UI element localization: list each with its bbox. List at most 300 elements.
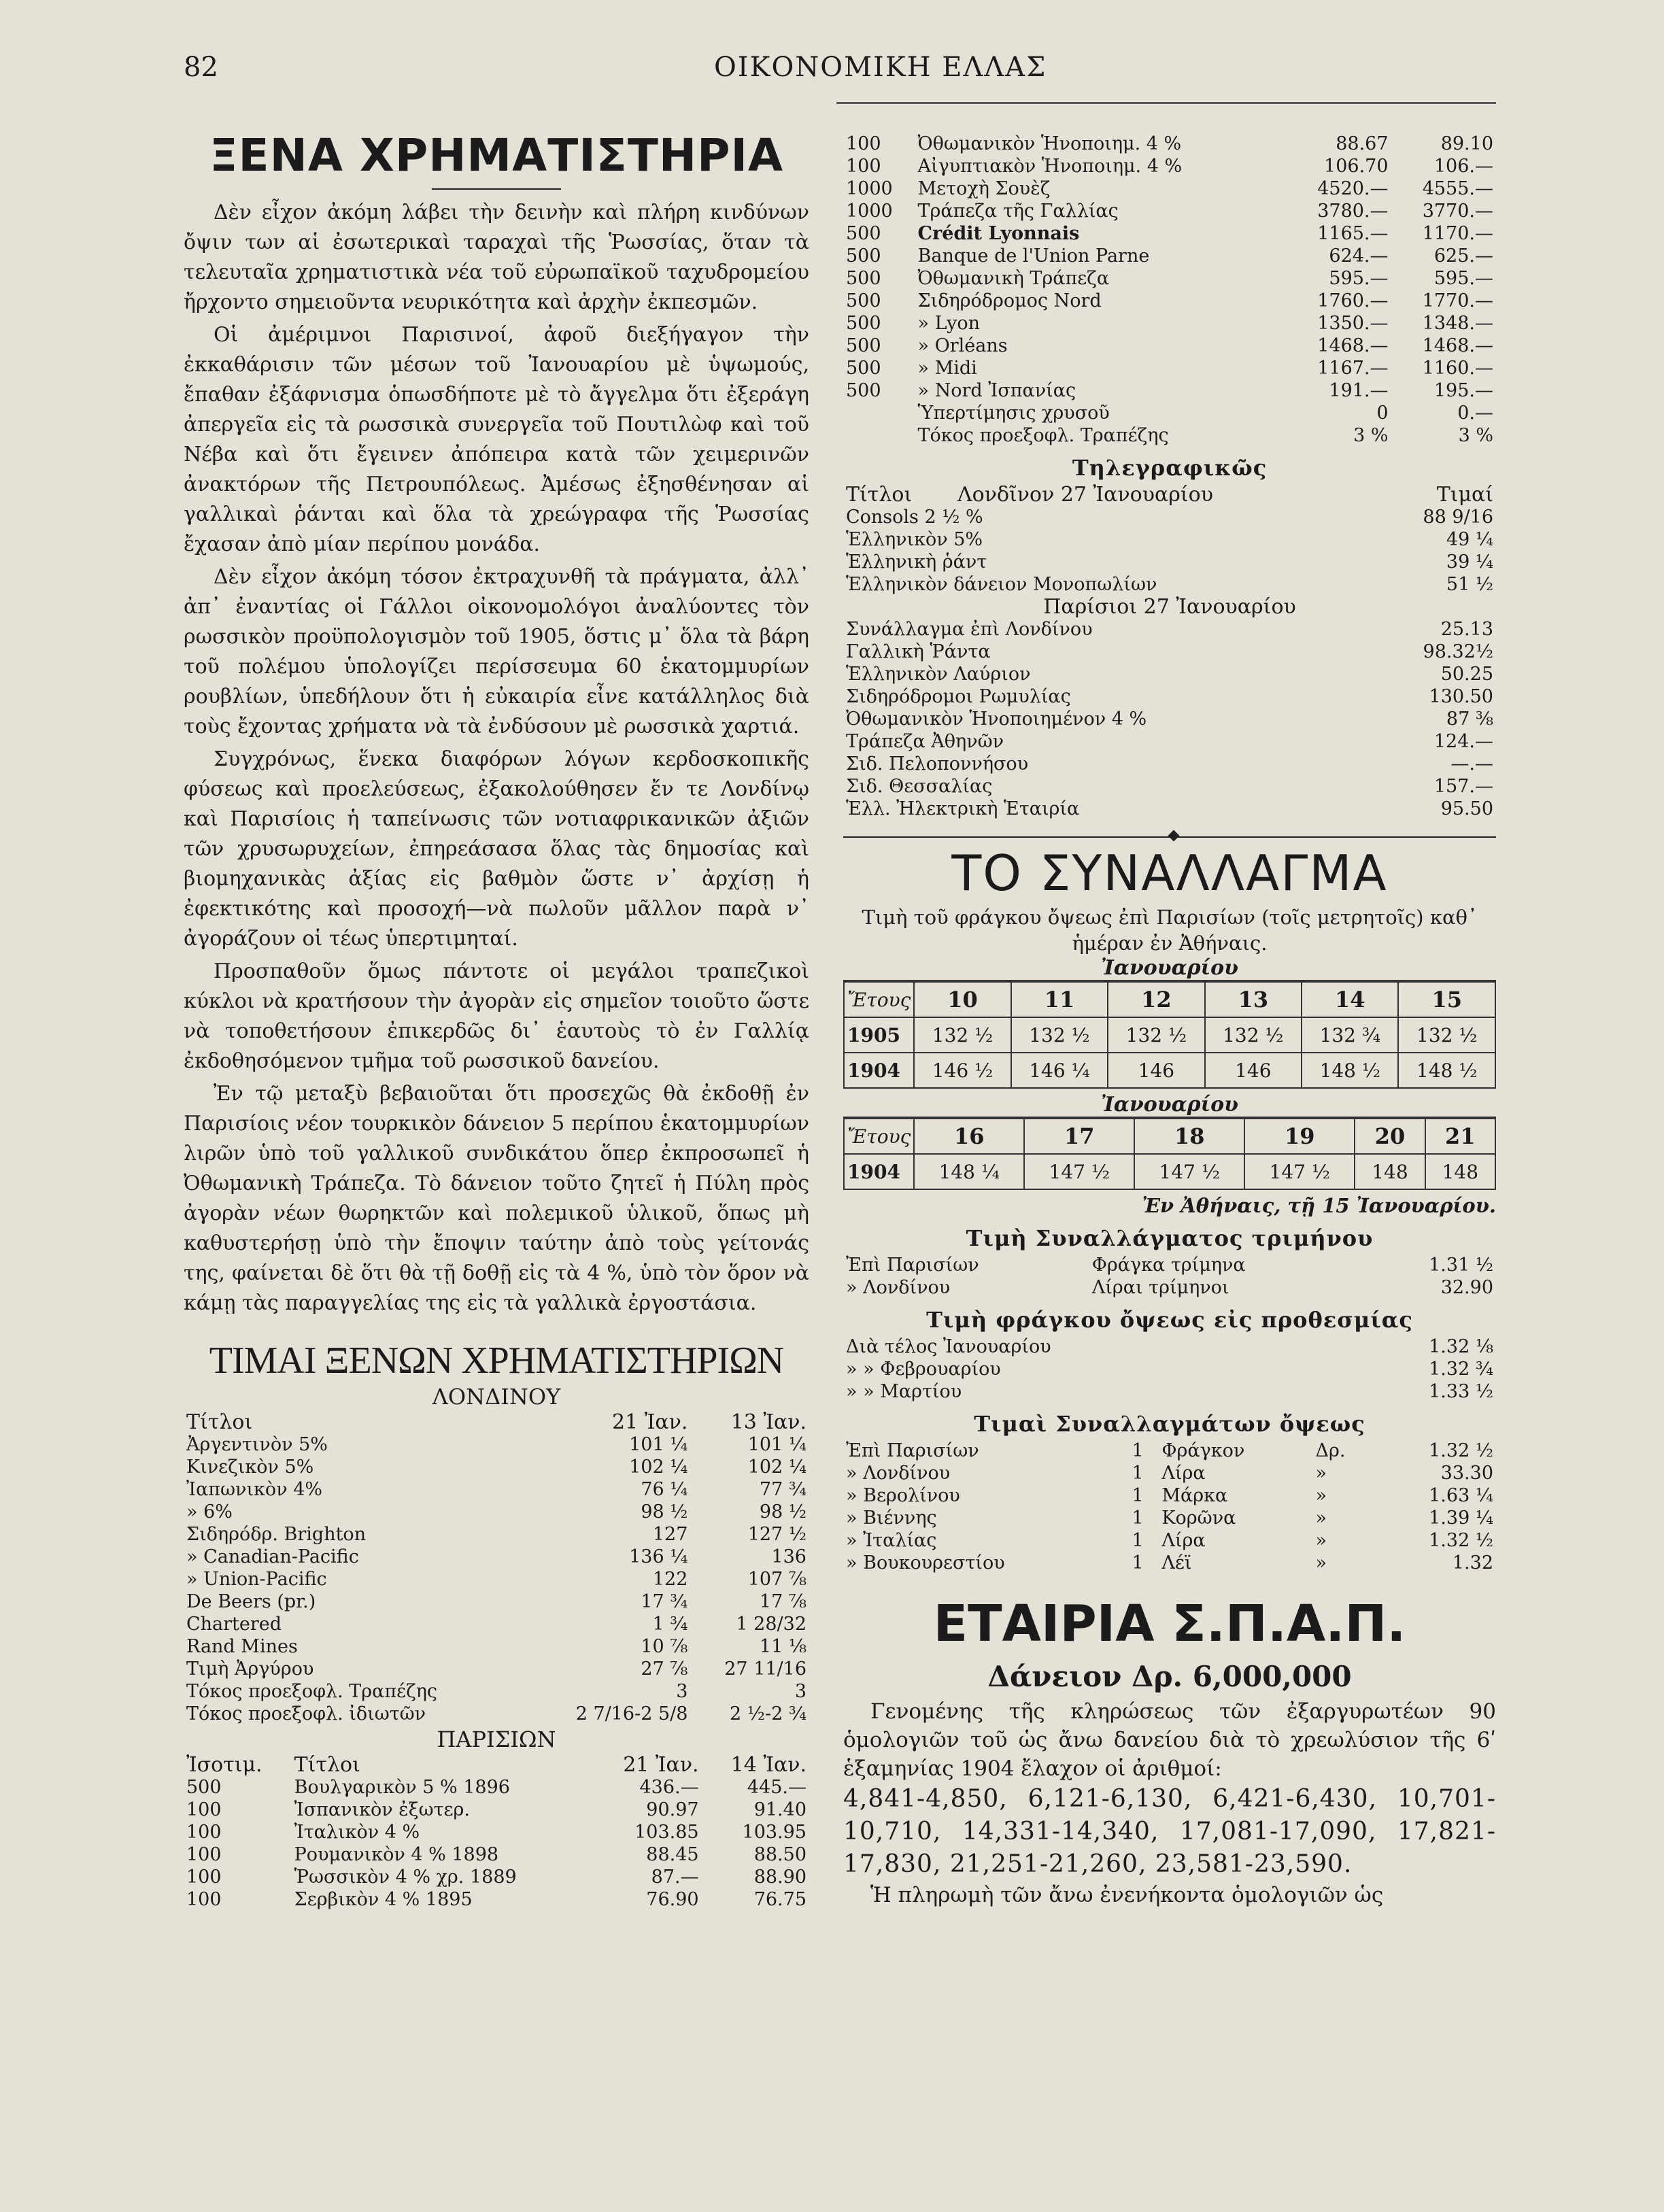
day-cell: 17	[1024, 1119, 1134, 1154]
exchange-header-row	[844, 1119, 1495, 1154]
table-row	[184, 1590, 809, 1613]
currency-cell: Κορῶνα	[1161, 1508, 1236, 1529]
unit-cell: »	[1315, 1552, 1327, 1573]
price-cell: 103.85	[634, 1822, 699, 1843]
price-cell: 10 ⅞	[641, 1636, 688, 1657]
nominal-cell	[843, 402, 915, 424]
price-cell: 90.97	[646, 1799, 699, 1820]
athens-note: Ἐν Ἀθήναις, τῇ 15 Ἰανουαρίου.	[1142, 1194, 1496, 1217]
paris-col-date1: 21 Ἰαν.	[623, 1753, 699, 1777]
place-cell: » Βουκουρεστίου	[846, 1552, 1005, 1573]
day-cell: 18	[1134, 1119, 1244, 1154]
price-cell: 27 11/16	[724, 1658, 806, 1680]
table-row	[843, 357, 1496, 379]
qty-cell: 1	[1132, 1485, 1144, 1506]
paris-col-date2: 14 Ἰαν.	[730, 1753, 806, 1777]
day-cell: 12	[1108, 982, 1204, 1017]
price-cell: 88.45	[646, 1844, 699, 1865]
exchange-subtitle: Τιμὴ τοῦ φράγκου ὄψεως ἐπὶ Παρισίων (τοῖς μετρητοῖς) καθ᾽ ἡμέραν ἐν Ἀθήναις.	[862, 906, 1478, 955]
exchange-title: ΤΟ ΣΥΝΑΛΛΑΓΜΑ	[951, 845, 1388, 902]
year-cell: 1904	[844, 1053, 914, 1088]
unit-cell: »	[1315, 1508, 1327, 1529]
price-cell: 107 ⅞	[747, 1569, 806, 1590]
currency-cell: Λέϊ	[1161, 1552, 1192, 1573]
security-name: Ὀθωμανικὸν Ἡνοποιημένον 4 %	[846, 709, 1147, 730]
header-rule	[836, 102, 1496, 104]
price-cell: 1468.—	[1317, 335, 1389, 356]
left-column	[184, 116, 809, 1911]
table-row	[843, 1552, 1496, 1574]
price-cell: 124.—	[1433, 731, 1493, 752]
table-row	[843, 1529, 1496, 1552]
price-cell: 17 ⅞	[759, 1591, 806, 1612]
table-row	[184, 1568, 809, 1590]
price-cell: 88.90	[753, 1867, 806, 1888]
foreign-exchanges-title: ΞΕΝΑ ΧΡΗΜΑΤΙΣΤΗΡΙΑ	[209, 129, 784, 182]
rate-cell: 148 ½	[1302, 1053, 1398, 1088]
price-cell: 27 ⅞	[641, 1658, 688, 1680]
security-name: Τράπεζα τῆς Γαλλίας	[917, 201, 1119, 222]
article-paragraph: Δὲν εἶχον ἀκόμη τόσον ἐκτραχυνθῆ τὰ πράγματα, ἀλλ᾽ ἀπ᾽ ἐναντίας οἱ Γάλλοι οἰκονομολόγοι ἀναλύοντες τὸν ρωσσικὸν προϋπολογισμὸν τοῦ 1905, ὅστις μ᾽ ὅλα τὰ βάρη τοῦ πολέμου ὑπολογίζει περίσσευμα 60 ἑκατομμυρίων ρουβλίων, ὑπεδήλουν ὅτι ἡ εὐκαιρία εἶνε κατάλληλος διὰ τοὺς ἔχοντας χρήματα νὰ τὰ ἐνδύσουν μὲ ρωσσικὰ χαρτιά.	[184, 565, 809, 738]
table-row	[843, 618, 1496, 641]
price-cell: 76.75	[753, 1889, 806, 1910]
table-row	[843, 641, 1496, 663]
place-cell: » Βερολίνου	[846, 1485, 960, 1506]
price-cell: 87.—	[651, 1867, 699, 1888]
table-row	[843, 290, 1496, 312]
currency-cell: Μάρκα	[1161, 1485, 1228, 1506]
currency-cell: Λίρα	[1161, 1463, 1206, 1484]
price-cell: —.—	[1450, 753, 1493, 775]
price-cell: 1468.—	[1422, 335, 1493, 356]
rate-cell: 132 ½	[1398, 1017, 1495, 1053]
price-cell: 50.25	[1440, 664, 1493, 685]
security-name: » Lyon	[917, 313, 980, 334]
price-cell: 103.95	[742, 1822, 806, 1843]
price-cell: 127 ½	[747, 1524, 806, 1545]
day-cell: 14	[1302, 982, 1398, 1017]
price-cell: 3770.—	[1422, 201, 1493, 222]
telegraphic-london-heading: Λονδῖνον 27 Ἰανουαρίου	[957, 483, 1213, 507]
rate-cell: 132 ½	[1205, 1017, 1302, 1053]
nominal-cell: 100	[186, 1889, 222, 1910]
day-cell: 21	[1425, 1119, 1495, 1154]
table-row	[184, 1456, 809, 1478]
price-cell: 1 28/32	[736, 1614, 806, 1635]
table-row	[184, 1546, 809, 1568]
price-cell: 76 ¼	[641, 1479, 688, 1500]
telegraphic-col-title: Τίτλοι Λονδῖνον 27 Ἰανουαρίου	[846, 483, 1213, 507]
price-cell: 1165.—	[1317, 223, 1389, 244]
security-name: Κινεζικὸν 5%	[186, 1457, 314, 1478]
price-cell: 1760.—	[1317, 290, 1389, 311]
forward-table	[843, 1335, 1496, 1403]
rate-cell: 33.30	[1440, 1463, 1493, 1484]
month-heading-1: Ἰανουαρίου	[843, 956, 1496, 981]
place-cell: » Βιέννης	[846, 1508, 937, 1529]
telegraphic-heading: Τηλεγραφικῶς	[1072, 455, 1268, 481]
rate-cell: 1.63 ¼	[1429, 1485, 1493, 1506]
exchange-row	[844, 1017, 1495, 1053]
security-name: » Midi	[917, 358, 977, 379]
table-row	[843, 551, 1496, 573]
article-paragraph: Ἐν τῷ μεταξὺ βεβαιοῦται ὅτι προσεχῶς θὰ ἐκδοθῇ ἐν Παρισίοις νέον τουρκικὸν δάνειον 5 περίπου ἑκατομμυρίων λιρῶν ὑπὸ τοῦ γαλλικοῦ συνδικάτου ὅπερ ἐκπροσωπεῖ ἡ Ὀθωμανικὴ Τράπεζα. Τὸ δάνειον τοῦτο ζητεῖ ἡ Πύλη πρὸς ἀγορὰν νέων θωρηκτῶν καὶ πολεμικοῦ ὑλικοῦ, ὅπως μὴ καθυστερήσῃ ὑπὸ τὴν ἔποψιν ταύτην ἀπὸ τοὺς γείτονάς της, φαίνεται δὲ ὅτι θὰ τῇ δοθῇ εἰς τὰ 4 %, ὑπὸ τὸν ὅρον νὰ κάμῃ τὰς παραγγελίας της εἰς τὰ γαλλικὰ ἐργοστάσια.	[184, 1082, 809, 1315]
table-row	[843, 267, 1496, 290]
unit-cell: »	[1315, 1485, 1327, 1506]
term-cell: » » Φεβρουαρίου	[846, 1359, 1001, 1380]
rate-cell: 146 ¼	[1011, 1053, 1108, 1088]
nominal-cell: 100	[846, 156, 881, 177]
table-row	[843, 155, 1496, 177]
price-cell: 1770.—	[1422, 290, 1493, 311]
price-cell: 3	[676, 1681, 688, 1702]
security-name: Γαλλικὴ Ῥάντα	[846, 641, 991, 662]
nominal-cell: 100	[846, 133, 881, 154]
price-cell: 39 ¼	[1446, 551, 1493, 573]
security-name: Τράπεζα Ἀθηνῶν	[846, 731, 1004, 752]
table-row	[843, 1358, 1496, 1380]
security-name: Ῥωσσικὸν 4 % χρ. 1889	[294, 1867, 517, 1888]
year-cell: 1904	[844, 1154, 914, 1189]
price-cell: 4555.—	[1422, 178, 1493, 199]
year-label: Ἔτους	[844, 982, 914, 1017]
telegraphic-paris-heading: Παρίσιοι 27 Ἰανουαρίου	[1043, 595, 1296, 619]
title-rule	[432, 188, 561, 190]
paris-col-title: Τίτλοι	[294, 1753, 360, 1777]
price-cell: 0	[1376, 403, 1389, 424]
rate-cell: 1.32 ⅛	[1429, 1336, 1493, 1357]
rate-cell: 1.32 ½	[1429, 1440, 1493, 1461]
london-col-title: Τίτλοι	[186, 1410, 253, 1434]
place-cell: Ἐπὶ Παρισίων	[846, 1255, 979, 1276]
nominal-cell: 1000	[846, 201, 893, 222]
table-row	[843, 1276, 1496, 1299]
table-row	[843, 506, 1496, 528]
security-name: Ἰταλικὸν 4 %	[294, 1822, 420, 1843]
qty-cell: 1	[1132, 1552, 1144, 1573]
security-name: Σιδηρόδρομος Nord	[917, 290, 1102, 311]
price-cell: 130.50	[1429, 686, 1493, 707]
london-prices-table	[184, 1411, 809, 1725]
london-header-row	[184, 1411, 809, 1433]
nominal-cell: 500	[186, 1777, 222, 1798]
rate-cell: 1.31 ½	[1429, 1255, 1493, 1276]
table-row	[843, 312, 1496, 335]
exchange-row	[844, 1154, 1495, 1189]
security-name: Συνάλλαγμα ἐπὶ Λονδίνου	[846, 619, 1093, 640]
security-name: Ἰσπανικὸν ἐξωτερ.	[294, 1799, 470, 1820]
table-row	[843, 663, 1496, 685]
year-cell: 1905	[844, 1017, 914, 1053]
price-cell: 136 ¼	[629, 1546, 688, 1567]
page-header	[184, 48, 1353, 95]
security-name: Ἑλληνικὸν Λαύριον	[846, 664, 1031, 685]
security-name: Σιδηρόδρ. Brighton	[186, 1524, 367, 1545]
exchange-table-2	[843, 1118, 1496, 1190]
rate-cell: 1.32	[1452, 1552, 1493, 1573]
table-row	[843, 730, 1496, 753]
table-row	[843, 1484, 1496, 1507]
price-cell: 2 ½-2 ¾	[730, 1703, 806, 1724]
price-cell: 101 ¼	[629, 1434, 688, 1455]
price-cell: 95.50	[1440, 798, 1493, 819]
security-name: » Nord Ἰσπανίας	[917, 380, 1076, 401]
rate-cell: 146	[1205, 1053, 1302, 1088]
place-cell: » Λονδίνου	[846, 1463, 951, 1484]
security-name: » Canadian-Pacific	[186, 1546, 359, 1567]
price-cell: 91.40	[753, 1799, 806, 1820]
table-row	[184, 1680, 809, 1703]
security-name: Ἑλληνικὴ ῥάντ	[846, 551, 987, 573]
table-row	[843, 379, 1496, 402]
rate-cell: 1.32 ½	[1429, 1530, 1493, 1551]
security-name: Τιμὴ Ἀργύρου	[186, 1658, 314, 1680]
paris-col-nominal: Ἰσοτιμ.	[186, 1753, 262, 1777]
nominal-cell: 500	[846, 380, 881, 401]
unit-cell: Λίραι τρίμηνοι	[1091, 1277, 1229, 1298]
paris-continued-table	[843, 133, 1496, 447]
rate-cell: 1.33 ½	[1429, 1381, 1493, 1402]
lottery-numbers: 4,841-4,850, 6,121-6,130, 6,421-6,430, 10,701-10,710, 14,331-14,340, 17,081-17,090, 17,821-17,830, 21,251-21,260, 23,581-23,590.	[843, 1785, 1496, 1878]
price-cell: 49 ¼	[1446, 529, 1493, 550]
price-cell: 136	[771, 1546, 806, 1567]
price-cell: 11 ⅛	[759, 1636, 806, 1657]
telegraphic-table	[843, 483, 1496, 820]
price-cell: 102 ¼	[747, 1457, 806, 1478]
unit-cell: »	[1315, 1463, 1327, 1484]
price-cell: 88.67	[1336, 133, 1389, 154]
lottery-intro: Γενομένης τῆς κληρώσεως τῶν ἐξαργυρωτέων 90 ὁμολογιῶν τοῦ ὡς ἄνω δανείου διὰ τὸ χρεωλύσιον τῆς 6ʹ ἑξαμηνίας 1904 ἔλαχον οἱ ἀριθμοί:	[843, 1699, 1496, 1781]
price-cell: 1350.—	[1317, 313, 1389, 334]
security-name: » Orléans	[917, 335, 1008, 356]
price-cell: 3780.—	[1317, 201, 1389, 222]
rate-cell: 132 ½	[1108, 1017, 1204, 1053]
running-title: ΟΙΚΟΝΟΜΙΚΗ ΕΛΛΑΣ	[714, 52, 1047, 83]
price-cell: 76.90	[646, 1889, 699, 1910]
price-cell: 122	[652, 1569, 688, 1590]
price-cell: 88 9/16	[1423, 507, 1493, 528]
table-row	[843, 753, 1496, 775]
qty-cell: 1	[1132, 1530, 1144, 1551]
sight-heading: Τιμαὶ Συναλλαγμάτων ὄψεως	[974, 1411, 1365, 1437]
nominal-cell: 500	[846, 223, 881, 244]
table-row	[184, 1799, 809, 1821]
security-name: Σιδηρόδρομοι Ρωμυλίας	[846, 686, 1071, 707]
security-name: Consols 2 ½ %	[846, 507, 983, 528]
three-month-table	[843, 1254, 1496, 1299]
security-name: Μετοχὴ Σουὲζ	[917, 178, 1051, 199]
article-paragraph: Δὲν εἶχον ἀκόμη λάβει τὴν δεινὴν καὶ πλήρη κινδύνων ὄψιν των αἱ ἐσωτερικαὶ ταραχαὶ τῆς Ῥωσσίας, ὅταν τὰ τελευταῖα χρηματιστικὰ νέα τοῦ εὐρωπαϊκοῦ ταχυδρομείου ἤρχοντο σημειοῦντα νευρικότητα καὶ ἀρχὴν ἐκπεσμῶν.	[184, 201, 809, 314]
rate-cell: 148	[1355, 1154, 1425, 1189]
price-cell: 3 %	[1353, 425, 1389, 446]
rate-cell: 146 ½	[914, 1053, 1011, 1088]
foreign-exchanges-article	[184, 198, 809, 1318]
security-name: » Union-Pacific	[186, 1569, 327, 1590]
right-column	[843, 133, 1496, 1909]
table-row	[843, 775, 1496, 798]
price-cell: 1167.—	[1317, 358, 1389, 379]
table-row	[184, 1433, 809, 1456]
security-name: Σερβικὸν 4 % 1895	[294, 1889, 473, 1910]
day-cell: 19	[1244, 1119, 1355, 1154]
price-cell: 101 ¼	[747, 1434, 806, 1455]
nominal-cell: 500	[846, 245, 881, 267]
table-row	[184, 1776, 809, 1799]
nominal-cell: 100	[186, 1799, 222, 1820]
price-cell: 87 ⅜	[1446, 709, 1493, 730]
security-name: Rand Mines	[186, 1636, 298, 1657]
qty-cell: 1	[1132, 1440, 1144, 1461]
security-name: Crédit Lyonnais	[917, 223, 1080, 244]
price-cell: 77 ¾	[759, 1479, 806, 1500]
spap-title: ΕΤΑΙΡΙΑ Σ.Π.Α.Π.	[933, 1595, 1406, 1653]
day-cell: 15	[1398, 982, 1495, 1017]
nominal-cell: 500	[846, 290, 881, 311]
london-heading: ΛΟΝΔΙΝΟΥ	[432, 1384, 561, 1410]
exchange-row	[844, 1053, 1495, 1088]
place-cell: Ἐπὶ Παρισίων	[846, 1440, 979, 1461]
qty-cell: 1	[1132, 1463, 1144, 1484]
table-row	[843, 1440, 1496, 1462]
table-row	[843, 133, 1496, 155]
lottery-outro: Ἡ πληρωμὴ τῶν ἄνω ἐνενήκοντα ὁμολογιῶν ὡς	[870, 1883, 1384, 1907]
price-cell: 88.50	[753, 1844, 806, 1865]
security-name: Αἰγυπτιακὸν Ἡνοποιημ. 4 %	[917, 156, 1183, 177]
security-name: Σιδ. Πελοποννήσου	[846, 753, 1029, 775]
table-row	[843, 1507, 1496, 1529]
security-name: Ὀθωμανικὸν Ἡνοποιημ. 4 %	[917, 133, 1182, 154]
qty-cell: 1	[1132, 1508, 1144, 1529]
nominal-cell: 500	[846, 268, 881, 289]
security-name: Ἑλλ. Ἠλεκτρικὴ Ἑταιρία	[846, 798, 1080, 819]
table-row	[843, 424, 1496, 447]
price-cell: 106.—	[1433, 156, 1493, 177]
london-col-date1: 21 Ἰαν.	[612, 1410, 688, 1434]
foreign-prices-title: ΤΙΜΑΙ ΞΕΝΩΝ ΧΡΗΜΑΤΙΣΤΗΡΙΩΝ	[209, 1340, 784, 1382]
table-row	[843, 1254, 1496, 1276]
price-cell: 102 ¼	[629, 1457, 688, 1478]
table-row	[843, 798, 1496, 820]
security-name: Σιδ. Θεσσαλίας	[846, 776, 993, 797]
table-row	[843, 528, 1496, 551]
table-row	[843, 573, 1496, 596]
price-cell: 1170.—	[1422, 223, 1493, 244]
sight-table	[843, 1440, 1496, 1574]
table-row	[184, 1501, 809, 1523]
table-row	[843, 708, 1496, 730]
table-row	[843, 685, 1496, 708]
table-row	[843, 1380, 1496, 1403]
nominal-cell	[843, 424, 915, 447]
telegraphic-header-row	[843, 483, 1496, 506]
table-row	[843, 1462, 1496, 1484]
security-name: Τόκος προεξοφλ. Τραπέζης	[917, 425, 1169, 446]
price-cell: 1348.—	[1422, 313, 1493, 334]
diamond-ornament-icon	[1168, 830, 1180, 842]
table-row	[843, 200, 1496, 222]
security-name: Τόκος προεξοφλ. Τραπέζης	[186, 1681, 438, 1702]
price-cell: 3	[794, 1681, 806, 1702]
paris-heading: ΠΑΡΙΣΙΩΝ	[437, 1726, 556, 1752]
nominal-cell: 1000	[846, 178, 893, 199]
price-cell: 89.10	[1440, 133, 1493, 154]
place-cell: » Ἰταλίας	[846, 1530, 937, 1551]
rate-cell: 148 ¼	[914, 1154, 1024, 1189]
table-row	[184, 1821, 809, 1843]
table-row	[184, 1635, 809, 1658]
rate-cell: 1.39 ¼	[1429, 1508, 1493, 1529]
price-cell: 0.—	[1457, 403, 1493, 424]
rate-cell: 148 ½	[1398, 1053, 1495, 1088]
price-cell: 2 7/16-2 5/8	[575, 1703, 688, 1724]
page-number: 82	[184, 52, 218, 83]
place-cell: » Λονδίνου	[846, 1277, 951, 1298]
section-divider	[843, 836, 1496, 838]
article-paragraph: Συγχρόνως, ἕνεκα διαφόρων λόγων κερδοσκοπικῆς φύσεως καὶ προελεύσεως, ἐξακολούθησεν ἔν τε Λονδίνῳ καὶ Παρισίοις ἡ ταπείνωσις τῶν νοτιαφρικανικῶν ἀξιῶν τῶν χρυσωρυχείων, ἐπηρεάσασα ὅλας τὰς δημοσίας καὶ βιομηχανικὰς ἀξίας εἰς βαθμὸν ὥστε ν᾽ ἀρχίσῃ ἡ ἐφεκτικότης καὶ προσοχή—νὰ πωλοῦν μᾶλλον παρὰ ν᾽ ἀγοράζουν οἱ τέως ὑπερτιμηταί.	[184, 747, 809, 951]
table-row	[843, 1335, 1496, 1358]
table-row	[184, 1478, 809, 1501]
nominal-cell: 100	[186, 1822, 222, 1843]
price-cell: 624.—	[1329, 245, 1389, 267]
rate-cell: 132 ½	[1011, 1017, 1108, 1053]
rate-cell: 1.32 ¾	[1429, 1359, 1493, 1380]
price-cell: 25.13	[1440, 619, 1493, 640]
price-cell: 106.70	[1324, 156, 1389, 177]
price-cell: 4520.—	[1317, 178, 1389, 199]
rate-cell: 32.90	[1440, 1277, 1493, 1298]
price-cell: 436.—	[639, 1777, 699, 1798]
price-cell: 625.—	[1433, 245, 1493, 267]
security-name: Ἀργεντινὸν 5%	[186, 1434, 328, 1455]
rate-cell: 147 ½	[1134, 1154, 1244, 1189]
price-cell: 98 ½	[759, 1501, 806, 1522]
table-row	[184, 1703, 809, 1725]
paris-prices-table	[184, 1754, 809, 1911]
security-name: Chartered	[186, 1614, 282, 1635]
unit-cell: Δρ.	[1315, 1440, 1346, 1461]
article-paragraph: Οἱ ἀμέριμνοι Παρισινοί, ἀφοῦ διεξήγαγον τὴν ἐκκαθάρισιν τῶν μέσων τοῦ Ἰανουαρίου μὲ ὑψωμούς, ἔπαθαν ἐξάφνισμα ὁπωσδήποτε μὲ τὸ ἄγγελμα ὅτι ἐξεράγη ἀπεργεῖα εἰς τὰ ρωσσικὰ συνεργεῖα τοῦ Πουτιλὼφ καὶ τοῦ Νέβα καὶ ὅτι ἔγεινεν ἀπόπειρα κατὰ τῶν χειμερινῶν ἀνακτόρων τῆς Πετρουπόλεως. Ἀμέσως ἐξησθένησαν αἱ γαλλικαὶ ῥάνται καὶ ὅλα τὰ χρεώγραφα τῆς Ῥωσσίας ἔχασαν ἀπὸ μίαν περίπου μονάδα.	[184, 323, 809, 556]
month-heading-2: Ἰανουαρίου	[843, 1093, 1496, 1118]
day-cell: 20	[1355, 1119, 1425, 1154]
security-name: Ἰαπωνικὸν 4%	[186, 1479, 323, 1500]
london-col-date2: 13 Ἰαν.	[730, 1410, 806, 1434]
term-cell: » » Μαρτίου	[846, 1381, 962, 1402]
telegraphic-paris-heading-row	[843, 596, 1496, 618]
unit-cell: Φράγκα τρίμηνα	[1091, 1255, 1246, 1276]
rate-cell: 147 ½	[1244, 1154, 1355, 1189]
security-name: Τόκος προεξοφλ. ἰδιωτῶν	[186, 1703, 426, 1724]
table-row	[184, 1843, 809, 1866]
article-paragraph: Προσπαθοῦν ὅμως πάντοτε οἱ μεγάλοι τραπεζικοὶ κύκλοι νὰ κρατήσουν τὴν ἀγορὰν εἰς σημεῖον τοιοῦτο ὥστε νὰ τοποθετήσουν ἐπικερδῶς δι᾽ ἑαυτοὺς τὸ ἐν Γαλλίᾳ ἐκδοθησόμενον τμῆμα τοῦ ρωσσικοῦ δανείου.	[184, 959, 809, 1073]
nominal-cell: 500	[846, 335, 881, 356]
rate-cell: 132 ½	[914, 1017, 1011, 1053]
security-name: Βουλγαρικὸν 5 % 1896	[294, 1777, 510, 1798]
term-cell: Διὰ τέλος Ἰανουαρίου	[846, 1336, 1051, 1357]
security-name: Ἑλληνικὸν δάνειον Μονοπωλίων	[846, 574, 1157, 595]
exchange-table-1	[843, 981, 1496, 1089]
price-cell: 51 ½	[1446, 574, 1493, 595]
table-row	[843, 222, 1496, 245]
security-name: Ὀθωμανικὴ Τράπεζα	[917, 268, 1110, 289]
loan-heading: Δάνειον Δρ. 6,000,000	[987, 1660, 1352, 1693]
currency-cell: Λίρα	[1161, 1530, 1206, 1551]
security-name: Ὑπερτίμησις χρυσοῦ	[917, 403, 1110, 424]
price-cell: 98 ½	[641, 1501, 688, 1522]
three-month-heading: Τιμὴ Συναλλάγματος τριμήνου	[966, 1225, 1374, 1251]
table-row	[843, 402, 1496, 424]
unit-cell: »	[1315, 1530, 1327, 1551]
security-name: » 6%	[186, 1501, 233, 1522]
